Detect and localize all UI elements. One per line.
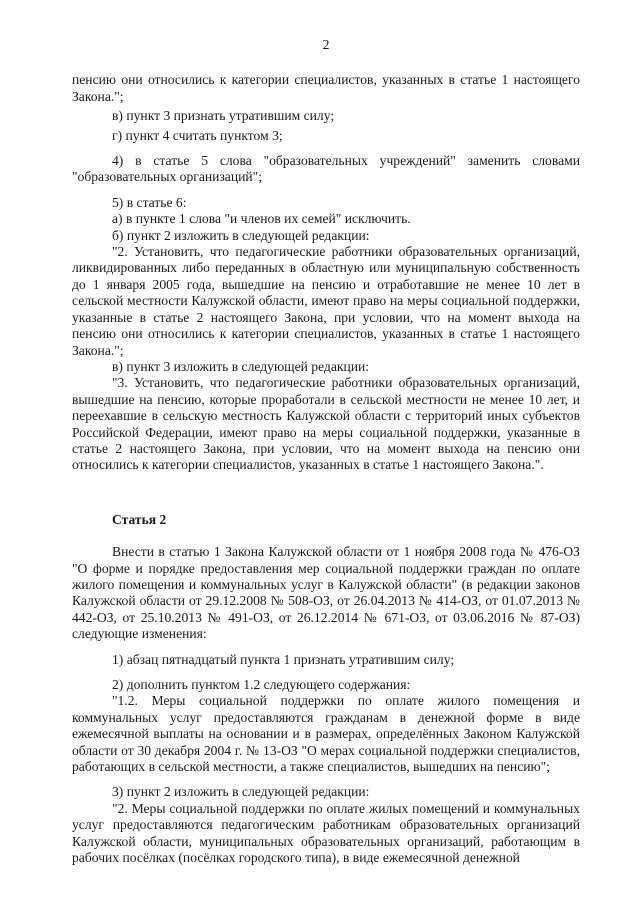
paragraph-continuation: пенсию они относились к категории специалистов, указанных в статье 1 настоящего Закона.";: [72, 72, 580, 104]
list-item-4: 4) в статье 5 слова "образовательных учреждений" заменить словами "образовательных организаций";: [72, 153, 580, 185]
list-item-1: 1) абзац пятнадцатый пункта 1 признать утратившим силу;: [112, 651, 455, 667]
article-heading: Статья 2: [112, 511, 167, 527]
quoted-clause-1-2: "1.2. Меры социальной поддержки по оплате жилого помещения и коммунальных услуг предоставляются гражданам в денежной форме в виде ежемесячной выплаты на основании и в размерах, определённых Законом Калужской области от 30 декабря 2004 г. № 13-ОЗ "О мерах социальной поддержки специалистов, работающих в сельской местности, а также специалистов, вышедших на пенсию";: [72, 693, 580, 775]
quoted-clause-2: "2. Установить, что педагогические работники образовательных организаций, ликвидированных либо переданных в областную или муниципальную собственность до 1 января 2005 года, вышедшие на пенсию и отработавшие не менее 10 лет в сельской местности Калужской области, имеют право на меры социальной поддержки, указанные в статье 2 настоящего Закона, при условии, что на момент выхода на пенсию они относились к категории специалистов, указанных в статье 1 настоящего Закона.";: [72, 244, 580, 358]
list-item-3: 3) пункт 2 изложить в следующей редакции:: [112, 784, 370, 800]
list-item-2: 2) дополнить пунктом 1.2 следующего содержания:: [112, 677, 411, 692]
list-item-a: а) в пункте 1 слова "и членов их семей" исключить.: [112, 211, 411, 227]
list-item-v: в) пункт 3 признать утратившим силу;: [112, 108, 335, 124]
article-2-intro: Внести в статью 1 Закона Калужской области от 1 ноября 2008 года № 476-ОЗ "О форме и порядке предоставления мер социальной поддержки граждан по оплате жилого помещения и коммунальных услуг в Калужской области" (в редакции законов Калужской области от 29.12.2008 № 508-ОЗ, от 26.04.2013 № 414-ОЗ, от 01.07.2013 № 442-ОЗ, от 25.10.2013 № 491-ОЗ, от 26.12.2014 № 671-ОЗ, от 03.06.2016 № 87-ОЗ) следующие изменения:: [72, 544, 580, 642]
quoted-clause-3: "3. Установить, что педагогические работники образовательных организаций, вышедшие на пенсию, которые проработали в сельской местности не менее 10 лет, и переехавшие в сельскую местность Калужской области с территорий иных субъектов Российской Федерации, имеют право на меры социальной поддержки, указанные в статье 2 настоящего Закона, при условии, что на момент выхода на пенсию они относились к категории специалистов, указанных в статье 1 настоящего Закона.".: [72, 375, 580, 473]
list-item-v-2: в) пункт 3 изложить в следующей редакции:: [112, 358, 370, 374]
list-item-g: г) пункт 4 считать пунктом 3;: [112, 127, 283, 143]
page-number: 2: [322, 38, 330, 53]
quoted-clause-2-new: "2. Меры социальной поддержки по оплате жилых помещений и коммунальных услуг предоставляются педагогическим работникам образовательных организаций Калужской области, муниципальных образовательных организаций, работающим в рабочих посёлках (посёлках городского типа), в виде ежемесячной денежной: [72, 800, 580, 866]
list-item-5: 5) в статье 6:: [112, 194, 187, 210]
list-item-b: б) пункт 2 изложить в следующей редакции:: [112, 227, 370, 243]
